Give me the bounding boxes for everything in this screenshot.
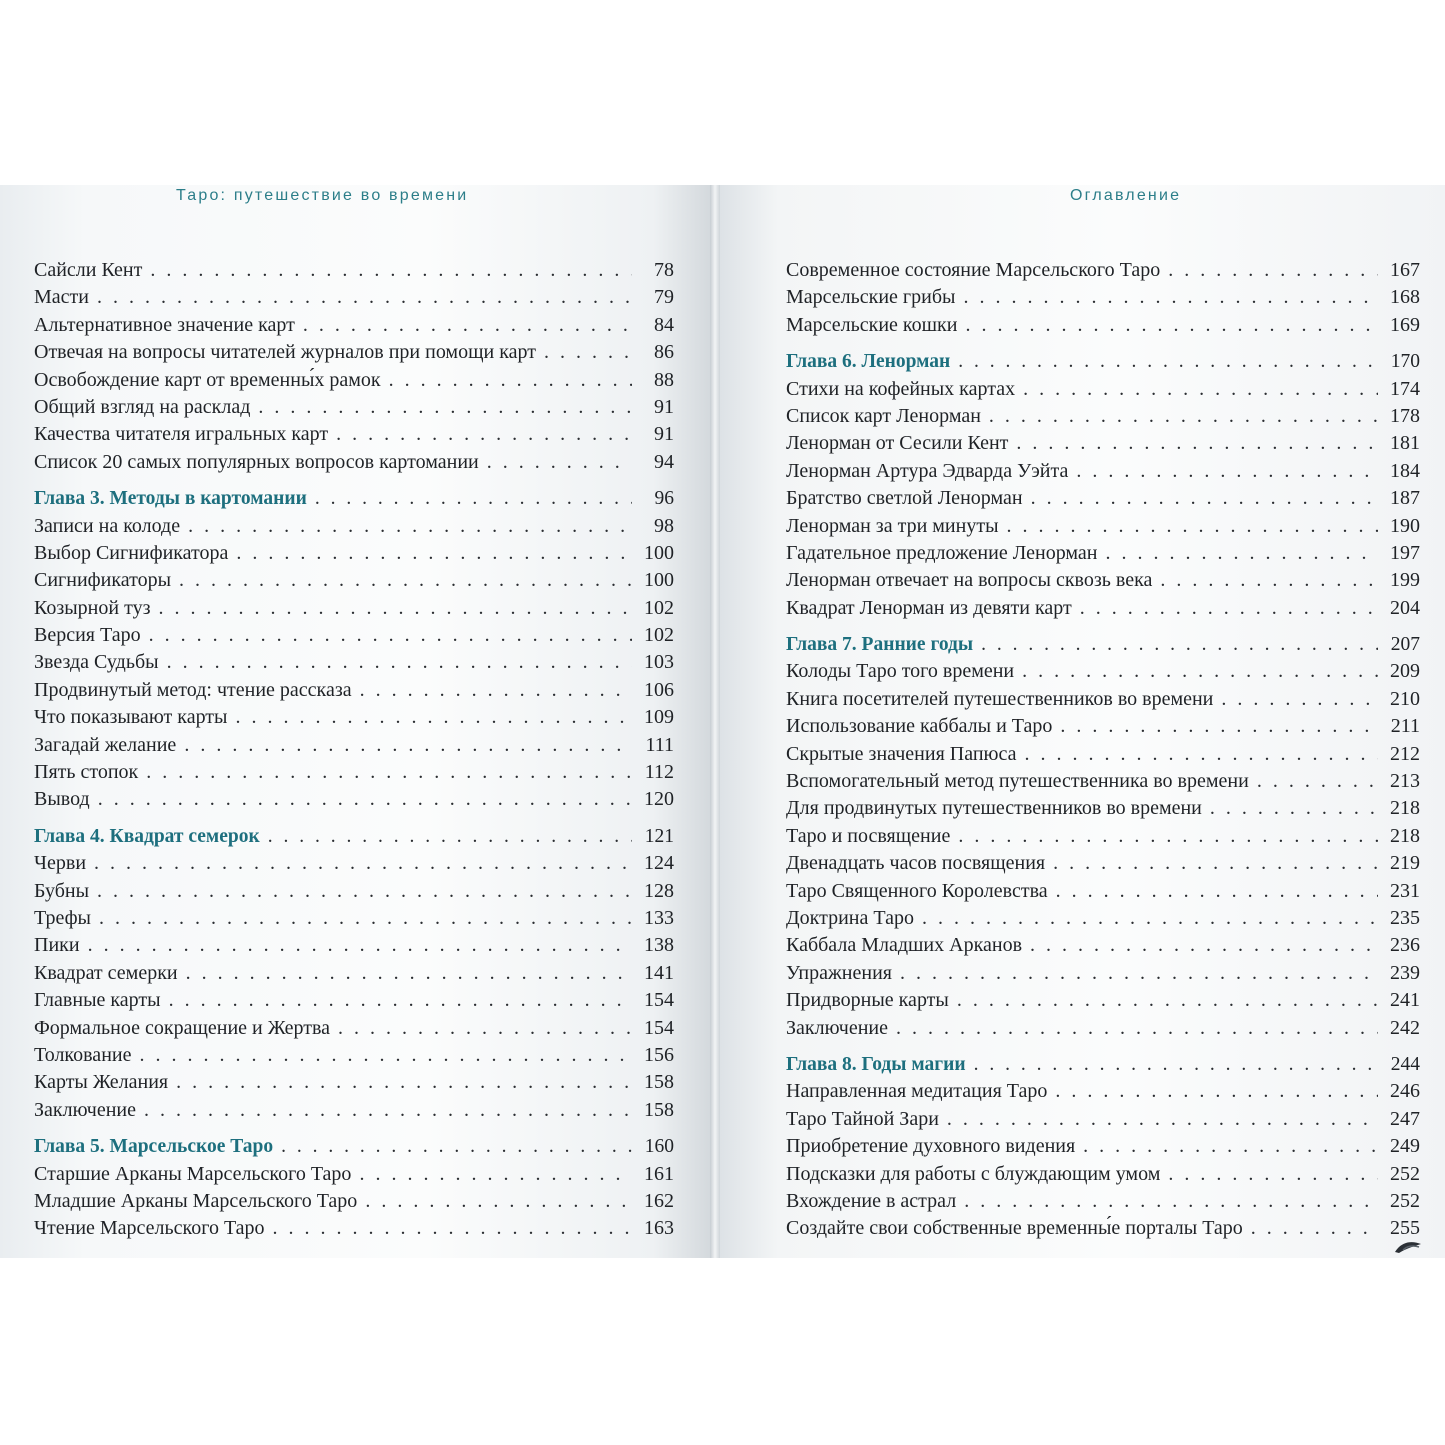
toc-entry-title: Бубны — [34, 879, 90, 902]
toc-dot-leader — [1168, 257, 1378, 284]
toc-dot-leader — [1024, 741, 1378, 768]
toc-dot-leader — [1106, 540, 1378, 567]
toc-page-number: 199 — [1390, 569, 1420, 592]
toc-entry — [786, 513, 1420, 540]
toc-entry-title: Вхождение в астрал — [786, 1189, 957, 1212]
toc-page-number: 112 — [644, 761, 674, 784]
toc-entry — [34, 567, 674, 594]
toc-dot-leader — [184, 732, 632, 759]
toc-entry-title: Продвинутый метод: чтение рассказа — [34, 678, 352, 701]
toc-entry-title: Для продвинутых путешественников во времени — [786, 797, 1202, 820]
toc-page-number: 160 — [644, 1136, 674, 1158]
toc-dot-leader — [179, 567, 632, 594]
toc-chapter-heading — [34, 823, 674, 850]
toc-dot-leader — [1080, 595, 1378, 622]
toc-entry-title: Каббала Младших Арканов — [786, 934, 1023, 957]
toc-dot-leader — [359, 1161, 632, 1188]
toc-entry — [786, 1015, 1420, 1042]
toc-entry-title: Толкование — [34, 1043, 132, 1066]
toc-dot-leader — [188, 513, 632, 540]
toc-entry-title: Марсельские грибы — [786, 286, 956, 309]
toc-entry — [786, 567, 1420, 594]
toc-entry — [34, 622, 674, 649]
toc-page-number: 252 — [1390, 1189, 1420, 1212]
toc-entry-title: Альтернативное значение карт — [34, 313, 295, 336]
toc-page-number: 231 — [1390, 879, 1420, 902]
toc-page-number: 209 — [1390, 660, 1420, 683]
toc-page-number: 169 — [1390, 313, 1420, 336]
toc-page-number: 184 — [1390, 459, 1420, 482]
toc-entry-title: Младшие Арканы Марсельского Таро — [34, 1189, 358, 1212]
toc-dot-leader — [99, 905, 632, 932]
toc-page-number: 211 — [1390, 715, 1420, 738]
toc-page-number: 102 — [644, 624, 674, 647]
toc-entry — [786, 658, 1420, 685]
toc-dot-leader — [957, 987, 1378, 1014]
toc-page-number: 242 — [1390, 1016, 1420, 1039]
toc-entry-title: Глава 8. Годы магии — [786, 1053, 966, 1075]
toc-entry — [786, 540, 1420, 567]
right-toc-list — [786, 257, 1420, 1243]
toc-entry — [34, 1015, 674, 1042]
toc-dot-leader — [236, 540, 632, 567]
toc-dot-leader — [338, 1015, 632, 1042]
book-spread — [0, 185, 1445, 1258]
toc-page-number: 244 — [1390, 1053, 1420, 1075]
toc-page-number: 111 — [645, 733, 674, 756]
toc-entry — [34, 649, 674, 676]
toc-dot-leader — [1210, 795, 1378, 822]
toc-entry-title: Использование каббалы и Таро — [786, 715, 1053, 738]
toc-page-number: 86 — [654, 341, 674, 364]
left-toc-list — [34, 257, 674, 1243]
toc-entry-title: Глава 6. Ленорман — [786, 351, 951, 373]
toc-dot-leader — [97, 878, 632, 905]
toc-page-number: 128 — [644, 879, 674, 902]
toc-page-number: 91 — [654, 395, 674, 418]
toc-dot-leader — [1257, 768, 1378, 795]
toc-entry-title: Качества читателя игральных карт — [34, 423, 329, 446]
toc-dot-leader — [336, 421, 632, 448]
toc-entry — [786, 1215, 1420, 1242]
toc-page-number: 255 — [1390, 1217, 1420, 1240]
toc-page-number: 207 — [1390, 634, 1420, 656]
toc-dot-leader — [947, 1106, 1378, 1133]
toc-page-number: 138 — [644, 934, 674, 957]
toc-dot-leader — [149, 622, 632, 649]
toc-entry-title: Чтение Марсельского Таро — [34, 1217, 265, 1240]
toc-dot-leader — [268, 823, 632, 850]
toc-page-number: 121 — [644, 825, 674, 847]
toc-page-number: 120 — [644, 788, 674, 811]
toc-entry-title: Направленная медитация Таро — [786, 1080, 1048, 1103]
toc-page-number: 204 — [1390, 596, 1420, 619]
toc-entry-title: Пики — [34, 934, 80, 957]
toc-entry — [34, 312, 674, 339]
toc-chapter-heading — [786, 1051, 1420, 1078]
toc-entry-title: Глава 7. Ранние годы — [786, 634, 974, 656]
toc-entry — [34, 513, 674, 540]
toc-entry — [34, 540, 674, 567]
toc-dot-leader — [139, 1042, 632, 1069]
toc-page-number: 158 — [644, 1071, 674, 1094]
toc-entry — [34, 704, 674, 731]
toc-page-number: 241 — [1390, 989, 1420, 1012]
toc-page-number: 100 — [644, 541, 674, 564]
toc-page-number: 174 — [1390, 377, 1420, 400]
toc-entry — [786, 257, 1420, 284]
toc-dot-leader — [176, 1069, 632, 1096]
toc-entry-title: Современное состояние Марсельского Таро — [786, 259, 1161, 281]
toc-entry-title: Марсельские кошки — [786, 313, 958, 336]
toc-dot-leader — [1022, 658, 1378, 685]
toc-page-number: 163 — [644, 1217, 674, 1240]
toc-entry — [786, 595, 1420, 622]
book-gutter — [710, 185, 720, 1258]
toc-entry — [34, 1097, 674, 1124]
toc-entry — [34, 1069, 674, 1096]
toc-dot-leader — [389, 367, 632, 394]
toc-dot-leader — [1076, 458, 1378, 485]
toc-entry — [34, 339, 674, 366]
toc-dot-leader — [258, 394, 632, 421]
toc-entry-title: Подсказки для работы с блуждающим умом — [786, 1162, 1161, 1185]
toc-entry — [34, 932, 674, 959]
toc-entry-title: Создайте свои собственные временны́е порталы Таро — [786, 1217, 1243, 1240]
toc-entry-title: Карты Желания — [34, 1071, 169, 1094]
right-running-head: Оглавление — [1070, 187, 1182, 204]
toc-entry-title: Звезда Судьбы — [34, 651, 159, 674]
toc-entry-title: Старшие Арканы Марсельского Таро — [34, 1162, 352, 1185]
toc-dot-leader — [144, 1097, 632, 1124]
toc-entry — [786, 878, 1420, 905]
toc-page-number: 103 — [644, 651, 674, 674]
toc-entry-title: Приобретение духовного видения — [786, 1135, 1076, 1158]
toc-entry — [34, 367, 674, 394]
toc-entry — [786, 458, 1420, 485]
toc-page-number: 212 — [1390, 742, 1420, 765]
toc-page-number: 181 — [1390, 432, 1420, 455]
toc-chapter-heading — [786, 348, 1420, 375]
toc-page-number: 156 — [644, 1043, 674, 1066]
toc-entry-title: Сайсли Кент — [34, 259, 143, 281]
toc-dot-leader — [169, 987, 632, 1014]
toc-entry-title: Загадай желание — [34, 733, 177, 756]
toc-entry-title: Что показывают карты — [34, 706, 228, 729]
toc-entry-title: Черви — [34, 852, 87, 875]
toc-page-number: 84 — [654, 313, 674, 336]
toc-entry — [34, 284, 674, 311]
toc-page-number: 79 — [654, 286, 674, 309]
toc-dot-leader — [981, 631, 1378, 658]
toc-dot-leader — [1251, 1215, 1378, 1242]
toc-entry — [786, 403, 1420, 430]
toc-page-number: 239 — [1390, 961, 1420, 984]
toc-entry-title: Главные карты — [34, 989, 161, 1012]
toc-dot-leader — [974, 1051, 1378, 1078]
toc-entry — [786, 713, 1420, 740]
toc-entry-title: Глава 5. Марсельское Таро — [34, 1136, 274, 1158]
toc-entry-title: Скрытые значения Папюса — [786, 742, 1017, 765]
toc-page-number: 178 — [1390, 404, 1420, 427]
toc-entry-title: Двенадцать часов посвящения — [786, 852, 1046, 875]
toc-page-number: 141 — [644, 961, 674, 984]
toc-page-number: 167 — [1390, 259, 1420, 281]
toc-page-number: 168 — [1390, 286, 1420, 309]
toc-dot-leader — [544, 339, 632, 366]
toc-page-number: 100 — [644, 569, 674, 592]
toc-page-number: 154 — [644, 989, 674, 1012]
toc-entry-title: Пять стопок — [34, 761, 139, 784]
toc-entry — [34, 394, 674, 421]
toc-entry — [786, 430, 1420, 457]
toc-entry — [34, 1188, 674, 1215]
toc-chapter-heading — [34, 485, 674, 512]
toc-entry-title: Стихи на кофейных картах — [786, 377, 1016, 400]
toc-page-number: 158 — [644, 1098, 674, 1121]
toc-entry — [786, 987, 1420, 1014]
left-page — [0, 185, 710, 1258]
toc-dot-leader — [88, 932, 632, 959]
right-page — [720, 185, 1445, 1258]
toc-entry — [34, 677, 674, 704]
toc-entry — [34, 732, 674, 759]
toc-entry-title: Колоды Таро того времени — [786, 660, 1015, 683]
toc-page-number: 78 — [654, 259, 674, 281]
toc-entry-title: Общий взгляд на расклад — [34, 395, 251, 418]
toc-entry-title: Квадрат Ленорман из девяти карт — [786, 596, 1072, 619]
toc-dot-leader — [1168, 1161, 1378, 1188]
toc-entry-title: Козырной туз — [34, 596, 151, 619]
toc-page-number: 218 — [1390, 824, 1420, 847]
toc-page-number: 246 — [1390, 1080, 1420, 1103]
toc-entry-title: Список 20 самых популярных вопросов картомании — [34, 450, 479, 473]
toc-dot-leader — [1007, 513, 1378, 540]
toc-dot-leader — [1056, 878, 1378, 905]
toc-entry-title: Записи на колоде — [34, 514, 181, 537]
toc-entry-title: Список карт Ленорман — [786, 404, 981, 427]
toc-dot-leader — [1016, 430, 1378, 457]
toc-entry-title: Таро и посвящение — [786, 824, 951, 847]
toc-entry-title: Таро Тайной Зари — [786, 1107, 939, 1130]
toc-entry-title: Придворные карты — [786, 989, 949, 1012]
toc-entry — [34, 905, 674, 932]
toc-page-number: 247 — [1390, 1107, 1420, 1130]
toc-entry — [786, 284, 1420, 311]
toc-entry-title: Формальное сокращение и Жертва — [34, 1016, 331, 1039]
toc-dot-leader — [1060, 713, 1378, 740]
toc-page-number: 88 — [654, 368, 674, 391]
toc-dot-leader — [150, 257, 632, 284]
toc-dot-leader — [303, 312, 632, 339]
toc-entry-title: Трефы — [34, 906, 91, 929]
toc-entry — [34, 595, 674, 622]
toc-entry — [34, 1161, 674, 1188]
toc-dot-leader — [186, 960, 632, 987]
toc-entry-title: Выбор Сигнификатора — [34, 541, 229, 564]
toc-entry — [786, 823, 1420, 850]
toc-entry-title: Заключение — [34, 1098, 136, 1121]
toc-page-number: 236 — [1390, 934, 1420, 957]
toc-entry — [34, 449, 674, 476]
toc-entry — [786, 850, 1420, 877]
toc-entry — [786, 1188, 1420, 1215]
toc-entry — [786, 932, 1420, 959]
left-running-head: Таро: путешествие во времени — [176, 187, 469, 204]
toc-page-number: 249 — [1390, 1135, 1420, 1158]
toc-entry-title: Вывод — [34, 788, 90, 811]
toc-dot-leader — [922, 905, 1378, 932]
toc-dot-leader — [94, 850, 632, 877]
toc-entry — [786, 1161, 1420, 1188]
toc-entry — [786, 795, 1420, 822]
toc-dot-leader — [487, 449, 632, 476]
toc-entry — [34, 850, 674, 877]
toc-entry-title: Ленорман Артура Эдварда Уэйта — [786, 459, 1069, 482]
toc-entry — [34, 257, 674, 284]
toc-page-number: 109 — [644, 706, 674, 729]
toc-entry — [786, 376, 1420, 403]
toc-dot-leader — [1160, 567, 1378, 594]
toc-dot-leader — [1083, 1133, 1378, 1160]
toc-dot-leader — [963, 284, 1378, 311]
toc-entry-title: Масти — [34, 286, 89, 309]
toc-page-number: 170 — [1390, 351, 1420, 373]
toc-entry — [786, 485, 1420, 512]
toc-entry-title: Глава 3. Методы в картомании — [34, 488, 307, 510]
toc-page-number: 213 — [1390, 770, 1420, 793]
toc-dot-leader — [958, 348, 1378, 375]
toc-entry — [786, 312, 1420, 339]
toc-page-number: 98 — [654, 514, 674, 537]
toc-entry-title: Гадательное предложение Ленорман — [786, 541, 1098, 564]
toc-entry — [34, 1215, 674, 1242]
toc-dot-leader — [360, 677, 632, 704]
toc-page-number: 133 — [644, 906, 674, 929]
toc-page-number: 197 — [1390, 541, 1420, 564]
toc-dot-leader — [958, 823, 1378, 850]
toc-page-number: 210 — [1390, 687, 1420, 710]
toc-dot-leader — [1030, 932, 1378, 959]
toc-dot-leader — [365, 1188, 632, 1215]
toc-entry — [786, 741, 1420, 768]
toc-entry-title: Освобождение карт от временны́х рамок — [34, 368, 381, 391]
toc-dot-leader — [236, 704, 633, 731]
toc-dot-leader — [965, 312, 1378, 339]
toc-entry — [786, 1078, 1420, 1105]
toc-entry — [34, 987, 674, 1014]
toc-page-number: 124 — [644, 852, 674, 875]
toc-chapter-heading — [786, 631, 1420, 658]
toc-dot-leader — [1055, 1078, 1378, 1105]
toc-page-number: 161 — [644, 1162, 674, 1185]
toc-page-number: 154 — [644, 1016, 674, 1039]
toc-page-number: 94 — [654, 450, 674, 473]
toc-dot-leader — [1023, 376, 1378, 403]
toc-entry — [34, 960, 674, 987]
toc-page-number: 252 — [1390, 1162, 1420, 1185]
toc-page-number: 235 — [1390, 906, 1420, 929]
toc-dot-leader — [315, 485, 632, 512]
toc-entry — [34, 421, 674, 448]
toc-dot-leader — [146, 759, 632, 786]
toc-entry — [786, 686, 1420, 713]
toc-entry-title: Версия Таро — [34, 624, 141, 647]
toc-chapter-heading — [34, 1133, 674, 1160]
toc-page-number: 96 — [654, 488, 674, 510]
toc-entry-title: Ленорман за три минуты — [786, 514, 999, 537]
toc-dot-leader — [273, 1215, 632, 1242]
ornament-icon — [1393, 1238, 1423, 1254]
toc-page-number: 162 — [644, 1189, 674, 1212]
toc-page-number: 219 — [1390, 852, 1420, 875]
toc-page-number: 102 — [644, 596, 674, 619]
toc-entry-title: Сигнификаторы — [34, 569, 172, 592]
toc-dot-leader — [1053, 850, 1378, 877]
toc-dot-leader — [167, 649, 632, 676]
toc-dot-leader — [900, 960, 1378, 987]
toc-dot-leader — [1221, 686, 1378, 713]
toc-entry-title: Глава 4. Квадрат семерок — [34, 825, 260, 847]
toc-entry-title: Книга посетителей путешественников во времени — [786, 687, 1214, 710]
toc-entry — [34, 759, 674, 786]
toc-entry — [786, 1106, 1420, 1133]
toc-dot-leader — [158, 595, 632, 622]
toc-page-number: 106 — [644, 678, 674, 701]
toc-page-number: 187 — [1390, 487, 1420, 510]
toc-entry-title: Вспомогательный метод путешественника во времени — [786, 770, 1249, 793]
toc-dot-leader — [98, 786, 632, 813]
toc-entry-title: Ленорман от Сесили Кент — [786, 432, 1009, 455]
toc-entry-title: Братство светлой Ленорман — [786, 487, 1023, 510]
toc-dot-leader — [964, 1188, 1378, 1215]
toc-entry — [786, 905, 1420, 932]
toc-entry — [34, 1042, 674, 1069]
toc-entry — [34, 878, 674, 905]
toc-entry — [34, 786, 674, 813]
toc-page-number: 91 — [654, 423, 674, 446]
toc-entry-title: Квадрат семерки — [34, 961, 178, 984]
toc-dot-leader — [281, 1133, 632, 1160]
toc-entry-title: Таро Священного Королевства — [786, 879, 1048, 902]
toc-page-number: 190 — [1390, 514, 1420, 537]
toc-entry — [786, 1133, 1420, 1160]
toc-entry-title: Доктрина Таро — [786, 906, 914, 929]
toc-page-number: 218 — [1390, 797, 1420, 820]
toc-entry-title: Заключение — [786, 1016, 888, 1039]
toc-entry-title: Отвечая на вопросы читателей журналов при помощи карт — [34, 341, 536, 364]
toc-entry — [786, 768, 1420, 795]
toc-dot-leader — [989, 403, 1378, 430]
toc-entry-title: Упражнения — [786, 961, 892, 984]
toc-entry-title: Ленорман отвечает на вопросы сквозь века — [786, 569, 1153, 592]
toc-dot-leader — [97, 284, 632, 311]
toc-entry — [786, 960, 1420, 987]
toc-dot-leader — [1031, 485, 1378, 512]
toc-dot-leader — [896, 1015, 1378, 1042]
